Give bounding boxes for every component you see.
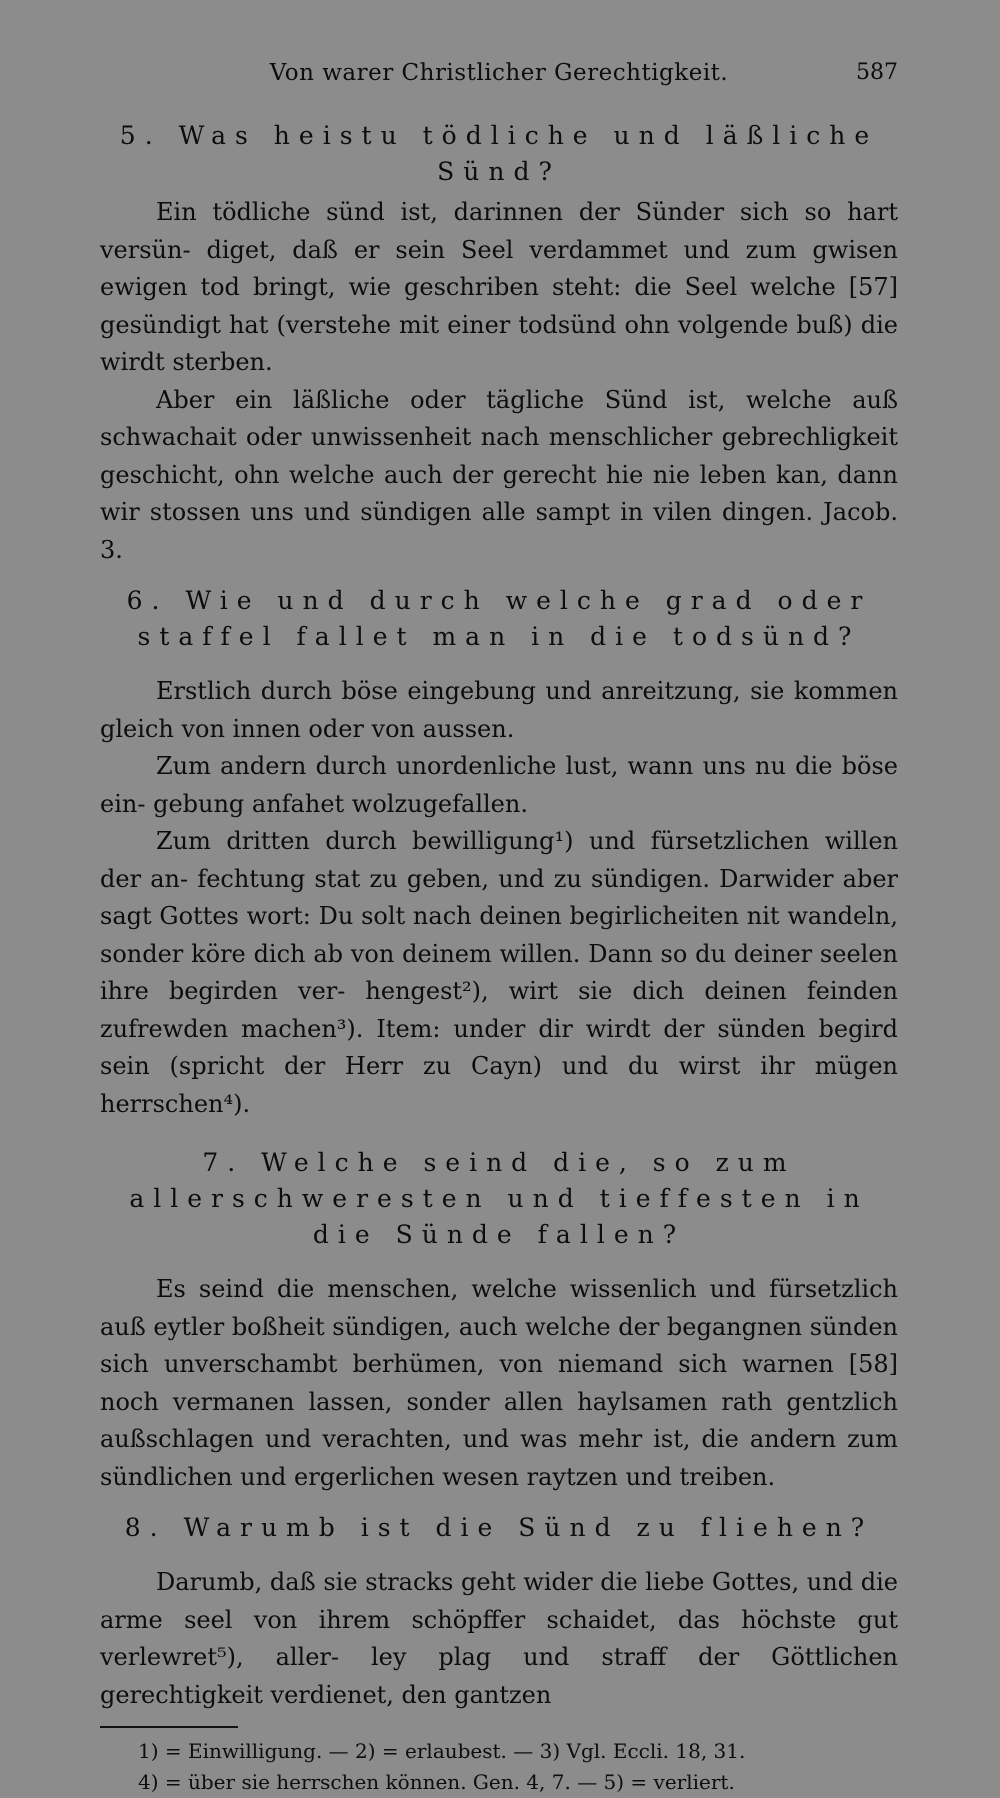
- page-number: 587: [856, 60, 898, 85]
- paragraph: Ein tödliche sünd ist, darinnen der Sünder sich so hart versün- diget, daß er sein Seel verdammet und zum gwisen ewigen tod bringt, wie geschriben steht: die Seel welche [57] gesündigt hat (verstehe mit einer todsünd ohn volgende buß) die wirdt sterben.: [100, 198, 898, 376]
- footnote-rule: [100, 1726, 238, 1728]
- question-6: 6. Wie und durch welche grad oder staffel fallet man in die todsünd?: [126, 586, 872, 651]
- paragraph: Aber ein läßliche oder tägliche Sünd ist, welche auß schwachait oder unwissenheit nach menschlicher gebrechligkeit geschicht, ohn welche auch der gerecht hie nie leben kan, dann wir stossen uns und sündigen alle sampt in vilen dingen. Jacob. 3.: [100, 385, 898, 564]
- footnote: 1) = Einwilligung. — 2) = erlaubest. — 3) Vgl. Eccli. 18, 31.: [138, 1739, 746, 1763]
- paragraph: Zum dritten durch bewilligung¹) und fürsetzlichen willen der an- fechtung stat zu geben, und zu sündigen. Darwider aber sagt Gottes wort: Du solt nach deinen begirlicheiten nit wandeln, sonder köre dich ab von deinem willen. Dann so du deiner seelen ihre begirden ver- hengest²), wirt sie dich deinen feinden zufrewden machen³). Item: under dir wirdt der sünden begird sein (spricht der Herr zu Cayn) und du wirst ihr mügen herrschen⁴).: [100, 827, 898, 1118]
- paragraph: Erstlich durch böse eingebung und anreitzung, sie kommen gleich von innen oder von aussen.: [100, 677, 898, 743]
- paragraph: Zum andern durch unordenliche lust, wann uns nu die böse ein- gebung anfahet wolzugefallen.: [100, 752, 898, 818]
- footnote: 4) = über sie herrschen können. Gen. 4, 7. — 5) = verliert.: [138, 1770, 735, 1794]
- question-5: 5. Was heistu tödliche und läßliche Sünd?: [119, 121, 879, 186]
- page-header: [100, 60, 898, 100]
- page-body: [100, 118, 898, 1798]
- question-7: 7. Welche seind die, so zum allerschweresten und tieffesten in die Sünde fallen?: [129, 1148, 869, 1249]
- running-title: Von warer Christlicher Gerechtigkeit.: [269, 60, 729, 86]
- paragraph: Es seind die menschen, welche wissenlich und fürsetzlich auß eytler boßheit sündigen, auch welche der begangnen sünden sich unverschambt berhümen, von niemand sich warnen [58] noch vermanen lassen, sonder allen haylsamen rath gentzlich außschlagen und verachten, und was mehr ist, die andern zum sündlichen und ergerlichen wesen raytzen und treiben.: [100, 1275, 898, 1491]
- question-8: 8. Warumb ist die Sünd zu fliehen?: [124, 1513, 874, 1542]
- paragraph: Darumb, daß sie stracks geht wider die liebe Gottes, und die arme seel von ihrem schöpffer schaidet, das höchste gut verlewret⁵), aller- ley plag und straff der Göttlichen gerechtigkeit verdienet, den gantzen: [100, 1568, 898, 1709]
